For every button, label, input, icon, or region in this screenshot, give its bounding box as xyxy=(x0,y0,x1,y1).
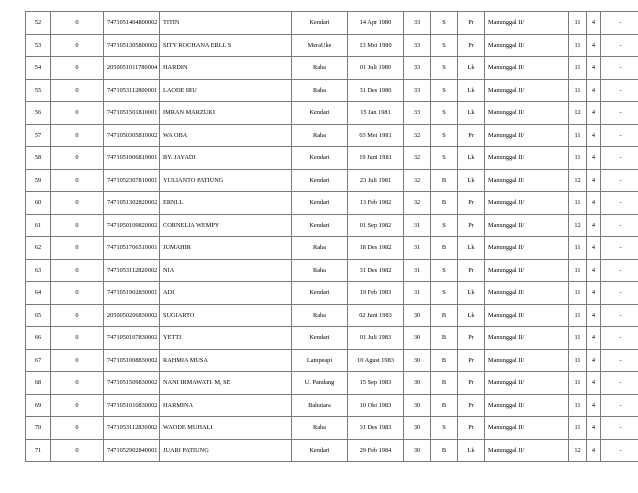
table-row xyxy=(26,124,638,147)
rw-cell: 4 xyxy=(587,304,601,327)
gender-cell: Lk xyxy=(458,237,485,260)
row-number-cell: 56 xyxy=(26,102,51,125)
rw-cell: 4 xyxy=(587,169,601,192)
gender-cell: Lk xyxy=(458,79,485,102)
table-row xyxy=(26,57,638,80)
name-cell: SITY ROCHANA ERLL S xyxy=(160,34,292,57)
birthdate-cell: 15 Sep 1983 xyxy=(348,372,404,395)
row-number-cell: 70 xyxy=(26,417,51,440)
marital-status-cell: S xyxy=(431,214,458,237)
birthdate-cell: 03 Mei 1981 xyxy=(348,124,404,147)
age-cell: 30 xyxy=(404,394,431,417)
birthplace-cell: Kendari xyxy=(292,147,348,170)
rt-cell: 11 xyxy=(569,79,587,102)
row-number-cell: 67 xyxy=(26,349,51,372)
row-number-cell: 52 xyxy=(26,12,51,35)
rt-cell: 11 xyxy=(569,417,587,440)
nik-cell: 7471050107830002 xyxy=(104,327,160,350)
rw-cell: 4 xyxy=(587,34,601,57)
nik-cell: 2050050206830002 xyxy=(104,304,160,327)
age-cell: 31 xyxy=(404,282,431,305)
code-cell: 0 xyxy=(51,394,104,417)
rt-cell: 11 xyxy=(569,34,587,57)
marital-status-cell: B xyxy=(431,349,458,372)
birthdate-cell: 31 Des 1982 xyxy=(348,259,404,282)
address-cell: Manunggal II/ xyxy=(485,12,569,35)
gender-cell: Lk xyxy=(458,147,485,170)
rt-cell: 11 xyxy=(569,327,587,350)
name-cell: BY. JAYADI xyxy=(160,147,292,170)
age-cell: 33 xyxy=(404,102,431,125)
rt-cell: 11 xyxy=(569,147,587,170)
gender-cell: Pr xyxy=(458,349,485,372)
code-cell: 0 xyxy=(51,102,104,125)
rw-cell: 4 xyxy=(587,327,601,350)
age-cell: 32 xyxy=(404,192,431,215)
name-cell: IMRAN MARZUKI xyxy=(160,102,292,125)
table-row xyxy=(26,304,638,327)
birthplace-cell: Kendari xyxy=(292,192,348,215)
birthdate-cell: 23 Juli 1981 xyxy=(348,169,404,192)
gender-cell: Lk xyxy=(458,439,485,462)
note-cell: - xyxy=(601,417,638,440)
rt-cell: 11 xyxy=(569,372,587,395)
marital-status-cell: S xyxy=(431,34,458,57)
birthdate-cell: 10 Agust 1983 xyxy=(348,349,404,372)
note-cell: - xyxy=(601,237,638,260)
table-row xyxy=(26,147,638,170)
age-cell: 30 xyxy=(404,304,431,327)
address-cell: Manunggal II/ xyxy=(485,102,569,125)
birthplace-cell: Kendari xyxy=(292,439,348,462)
table-row xyxy=(26,394,638,417)
birthdate-cell: 10 Okt 1983 xyxy=(348,394,404,417)
marital-status-cell: S xyxy=(431,12,458,35)
age-cell: 30 xyxy=(404,327,431,350)
address-cell: Manunggal II/ xyxy=(485,34,569,57)
age-cell: 31 xyxy=(404,214,431,237)
age-cell: 31 xyxy=(404,237,431,260)
table-body xyxy=(26,12,638,462)
name-cell: HARDIN xyxy=(160,57,292,80)
rw-cell: 4 xyxy=(587,147,601,170)
nik-cell: 7471051706510001 xyxy=(104,237,160,260)
note-cell: - xyxy=(601,327,638,350)
name-cell: RAHMIA MUSA xyxy=(160,349,292,372)
table-row xyxy=(26,79,638,102)
gender-cell: Lk xyxy=(458,169,485,192)
code-cell: 0 xyxy=(51,439,104,462)
rt-cell: 11 xyxy=(569,57,587,80)
birthdate-cell: 31 Des 1980 xyxy=(348,79,404,102)
rt-cell: 11 xyxy=(569,394,587,417)
rw-cell: 4 xyxy=(587,282,601,305)
birthdate-cell: 31 Des 1983 xyxy=(348,417,404,440)
name-cell: TITIN xyxy=(160,12,292,35)
address-cell: Manunggal II/ xyxy=(485,304,569,327)
age-cell: 30 xyxy=(404,349,431,372)
birthdate-cell: 14 Apr 1980 xyxy=(348,12,404,35)
birthplace-cell: Raha xyxy=(292,304,348,327)
marital-status-cell: S xyxy=(431,102,458,125)
note-cell: - xyxy=(601,282,638,305)
gender-cell: Lk xyxy=(458,282,485,305)
birthdate-cell: 19 Feb 1983 xyxy=(348,282,404,305)
birthplace-cell: Lampeapi xyxy=(292,349,348,372)
age-cell: 32 xyxy=(404,124,431,147)
gender-cell: Pr xyxy=(458,124,485,147)
code-cell: 0 xyxy=(51,192,104,215)
name-cell: NANI IRMAWATI. M, SE xyxy=(160,372,292,395)
rt-cell: 11 xyxy=(569,192,587,215)
table-row xyxy=(26,349,638,372)
table-row xyxy=(26,169,638,192)
address-cell: Manunggal II/ xyxy=(485,394,569,417)
nik-cell: 7471053112800001 xyxy=(104,79,160,102)
birthplace-cell: Raha xyxy=(292,417,348,440)
table-row xyxy=(26,282,638,305)
name-cell: WAODE MUHALI xyxy=(160,417,292,440)
birthplace-cell: Kendari xyxy=(292,282,348,305)
note-cell: - xyxy=(601,394,638,417)
code-cell: 0 xyxy=(51,349,104,372)
table-row xyxy=(26,372,638,395)
address-cell: Manunggal II/ xyxy=(485,57,569,80)
rt-cell: 11 xyxy=(569,12,587,35)
code-cell: 0 xyxy=(51,57,104,80)
gender-cell: Pr xyxy=(458,34,485,57)
age-cell: 33 xyxy=(404,79,431,102)
gender-cell: Pr xyxy=(458,327,485,350)
nik-cell: 7471051509830002 xyxy=(104,372,160,395)
rw-cell: 4 xyxy=(587,214,601,237)
row-number-cell: 64 xyxy=(26,282,51,305)
birthdate-cell: 29 Feb 1984 xyxy=(348,439,404,462)
gender-cell: Pr xyxy=(458,417,485,440)
rw-cell: 4 xyxy=(587,349,601,372)
rt-cell: 12 xyxy=(569,102,587,125)
address-cell: Manunggal II/ xyxy=(485,237,569,260)
table-row xyxy=(26,327,638,350)
marital-status-cell: S xyxy=(431,124,458,147)
address-cell: Manunggal II/ xyxy=(485,79,569,102)
marital-status-cell: B xyxy=(431,327,458,350)
address-cell: Manunggal II/ xyxy=(485,282,569,305)
birthplace-cell: Kendari xyxy=(292,169,348,192)
table-row xyxy=(26,259,638,282)
code-cell: 0 xyxy=(51,169,104,192)
age-cell: 30 xyxy=(404,439,431,462)
code-cell: 0 xyxy=(51,147,104,170)
birthdate-cell: 13 Feb 1982 xyxy=(348,192,404,215)
row-number-cell: 58 xyxy=(26,147,51,170)
nik-cell: 7471051404800002 xyxy=(104,12,160,35)
birthplace-cell: Raha xyxy=(292,57,348,80)
marital-status-cell: B xyxy=(431,439,458,462)
birthplace-cell: Raha xyxy=(292,259,348,282)
rt-cell: 12 xyxy=(569,439,587,462)
name-cell: WA OBA xyxy=(160,124,292,147)
note-cell: - xyxy=(601,124,638,147)
row-number-cell: 54 xyxy=(26,57,51,80)
name-cell: JUARI PATIUNG xyxy=(160,439,292,462)
birthdate-cell: 01 Sep 1982 xyxy=(348,214,404,237)
marital-status-cell: S xyxy=(431,417,458,440)
rt-cell: 11 xyxy=(569,349,587,372)
marital-status-cell: S xyxy=(431,57,458,80)
name-cell: ERNI.L xyxy=(160,192,292,215)
marital-status-cell: S xyxy=(431,282,458,305)
birthdate-cell: 18 Des 1982 xyxy=(348,237,404,260)
address-cell: Manunggal II/ xyxy=(485,372,569,395)
rt-cell: 12 xyxy=(569,214,587,237)
code-cell: 0 xyxy=(51,417,104,440)
address-cell: Manunggal II/ xyxy=(485,349,569,372)
row-number-cell: 59 xyxy=(26,169,51,192)
birthplace-cell: Kendari xyxy=(292,214,348,237)
row-number-cell: 68 xyxy=(26,372,51,395)
rt-cell: 12 xyxy=(569,169,587,192)
row-number-cell: 57 xyxy=(26,124,51,147)
nik-cell: 7471053112830002 xyxy=(104,417,160,440)
gender-cell: Lk xyxy=(458,304,485,327)
name-cell: NIA xyxy=(160,259,292,282)
name-cell: ADI xyxy=(160,282,292,305)
gender-cell: Lk xyxy=(458,102,485,125)
code-cell: 0 xyxy=(51,124,104,147)
birthplace-cell: Raha xyxy=(292,79,348,102)
row-number-cell: 53 xyxy=(26,34,51,57)
nik-cell: 7471051008830002 xyxy=(104,349,160,372)
marital-status-cell: B xyxy=(431,237,458,260)
note-cell: - xyxy=(601,79,638,102)
birthdate-cell: 02 Juni 1983 xyxy=(348,304,404,327)
gender-cell: Lk xyxy=(458,57,485,80)
nik-cell: 7471050109820002 xyxy=(104,214,160,237)
code-cell: 0 xyxy=(51,304,104,327)
row-number-cell: 65 xyxy=(26,304,51,327)
gender-cell: Pr xyxy=(458,259,485,282)
row-number-cell: 60 xyxy=(26,192,51,215)
nik-cell: 7471051501810001 xyxy=(104,102,160,125)
note-cell: - xyxy=(601,439,638,462)
birthdate-cell: 01 Juli 1983 xyxy=(348,327,404,350)
gender-cell: Pr xyxy=(458,372,485,395)
rw-cell: 4 xyxy=(587,417,601,440)
nik-cell: 7471053112820002 xyxy=(104,259,160,282)
table-row xyxy=(26,214,638,237)
note-cell: - xyxy=(601,169,638,192)
gender-cell: Pr xyxy=(458,192,485,215)
age-cell: 33 xyxy=(404,12,431,35)
rt-cell: 11 xyxy=(569,259,587,282)
rt-cell: 11 xyxy=(569,124,587,147)
nik-cell: 7471051305800002 xyxy=(104,34,160,57)
age-cell: 32 xyxy=(404,169,431,192)
age-cell: 33 xyxy=(404,57,431,80)
address-cell: Manunggal II/ xyxy=(485,169,569,192)
birthdate-cell: 01 Juli 1980 xyxy=(348,57,404,80)
rw-cell: 4 xyxy=(587,124,601,147)
birthplace-cell: Kendari xyxy=(292,12,348,35)
nik-cell: 7471052307810001 xyxy=(104,169,160,192)
marital-status-cell: S xyxy=(431,79,458,102)
marital-status-cell: B xyxy=(431,394,458,417)
rt-cell: 11 xyxy=(569,304,587,327)
rw-cell: 4 xyxy=(587,57,601,80)
code-cell: 0 xyxy=(51,372,104,395)
name-cell: SUGIARTO xyxy=(160,304,292,327)
gender-cell: Pr xyxy=(458,394,485,417)
note-cell: - xyxy=(601,304,638,327)
note-cell: - xyxy=(601,349,638,372)
birthdate-cell: 13 Mei 1980 xyxy=(348,34,404,57)
age-cell: 30 xyxy=(404,372,431,395)
birthplace-cell: Bahutara xyxy=(292,394,348,417)
note-cell: - xyxy=(601,12,638,35)
code-cell: 0 xyxy=(51,282,104,305)
gender-cell: Pr xyxy=(458,214,485,237)
code-cell: 0 xyxy=(51,327,104,350)
birthplace-cell: Kendari xyxy=(292,327,348,350)
nik-cell: 7471051906810001 xyxy=(104,147,160,170)
marital-status-cell: B xyxy=(431,372,458,395)
birthplace-cell: U. Pandang xyxy=(292,372,348,395)
nik-cell: 7471051902830001 xyxy=(104,282,160,305)
name-cell: HARMINA xyxy=(160,394,292,417)
rw-cell: 4 xyxy=(587,237,601,260)
address-cell: Manunggal II/ xyxy=(485,439,569,462)
code-cell: 0 xyxy=(51,34,104,57)
address-cell: Manunggal II/ xyxy=(485,417,569,440)
resident-table xyxy=(25,11,638,462)
birthplace-cell: MeraUke xyxy=(292,34,348,57)
age-cell: 31 xyxy=(404,259,431,282)
rw-cell: 4 xyxy=(587,192,601,215)
table-row xyxy=(26,237,638,260)
note-cell: - xyxy=(601,57,638,80)
rw-cell: 4 xyxy=(587,79,601,102)
gender-cell: Pr xyxy=(458,12,485,35)
rw-cell: 4 xyxy=(587,372,601,395)
rw-cell: 4 xyxy=(587,12,601,35)
row-number-cell: 66 xyxy=(26,327,51,350)
table-row xyxy=(26,417,638,440)
note-cell: - xyxy=(601,34,638,57)
note-cell: - xyxy=(601,192,638,215)
row-number-cell: 61 xyxy=(26,214,51,237)
row-number-cell: 71 xyxy=(26,439,51,462)
age-cell: 32 xyxy=(404,147,431,170)
rt-cell: 11 xyxy=(569,237,587,260)
marital-status-cell: B xyxy=(431,192,458,215)
birthplace-cell: Raha xyxy=(292,124,348,147)
birthplace-cell: Raha xyxy=(292,237,348,260)
address-cell: Manunggal II/ xyxy=(485,124,569,147)
table-row xyxy=(26,34,638,57)
table-row xyxy=(26,439,638,462)
code-cell: 0 xyxy=(51,214,104,237)
name-cell: LAODE IRU xyxy=(160,79,292,102)
row-number-cell: 62 xyxy=(26,237,51,260)
code-cell: 0 xyxy=(51,259,104,282)
marital-status-cell: B xyxy=(431,169,458,192)
row-number-cell: 63 xyxy=(26,259,51,282)
name-cell: YETTI xyxy=(160,327,292,350)
rw-cell: 4 xyxy=(587,394,601,417)
row-number-cell: 55 xyxy=(26,79,51,102)
name-cell: YULIANTO PATIUNG xyxy=(160,169,292,192)
nik-cell: 7471050305810002 xyxy=(104,124,160,147)
nik-cell: 7471051302820002 xyxy=(104,192,160,215)
table-row xyxy=(26,102,638,125)
rw-cell: 4 xyxy=(587,439,601,462)
name-cell: JUMAHIR xyxy=(160,237,292,260)
note-cell: - xyxy=(601,102,638,125)
address-cell: Manunggal II/ xyxy=(485,192,569,215)
table-row xyxy=(26,192,638,215)
rw-cell: 4 xyxy=(587,259,601,282)
note-cell: - xyxy=(601,372,638,395)
name-cell: CORNELIA WEMPY xyxy=(160,214,292,237)
code-cell: 0 xyxy=(51,79,104,102)
nik-cell: 7471052902840001 xyxy=(104,439,160,462)
address-cell: Manunggal II/ xyxy=(485,259,569,282)
marital-status-cell: S xyxy=(431,147,458,170)
code-cell: 0 xyxy=(51,237,104,260)
nik-cell: 2050051011780004 xyxy=(104,57,160,80)
marital-status-cell: B xyxy=(431,304,458,327)
note-cell: - xyxy=(601,259,638,282)
age-cell: 30 xyxy=(404,417,431,440)
birthdate-cell: 19 Juni 1981 xyxy=(348,147,404,170)
birthplace-cell: Kendari xyxy=(292,102,348,125)
row-number-cell: 69 xyxy=(26,394,51,417)
note-cell: - xyxy=(601,147,638,170)
birthdate-cell: 15 Jan 1981 xyxy=(348,102,404,125)
code-cell: 0 xyxy=(51,12,104,35)
address-cell: Manunggal II/ xyxy=(485,327,569,350)
note-cell: - xyxy=(601,214,638,237)
rt-cell: 11 xyxy=(569,282,587,305)
rw-cell: 4 xyxy=(587,102,601,125)
nik-cell: 7471051010830002 xyxy=(104,394,160,417)
age-cell: 33 xyxy=(404,34,431,57)
table-row xyxy=(26,12,638,35)
marital-status-cell: S xyxy=(431,259,458,282)
address-cell: Manunggal II/ xyxy=(485,147,569,170)
address-cell: Manunggal II/ xyxy=(485,214,569,237)
